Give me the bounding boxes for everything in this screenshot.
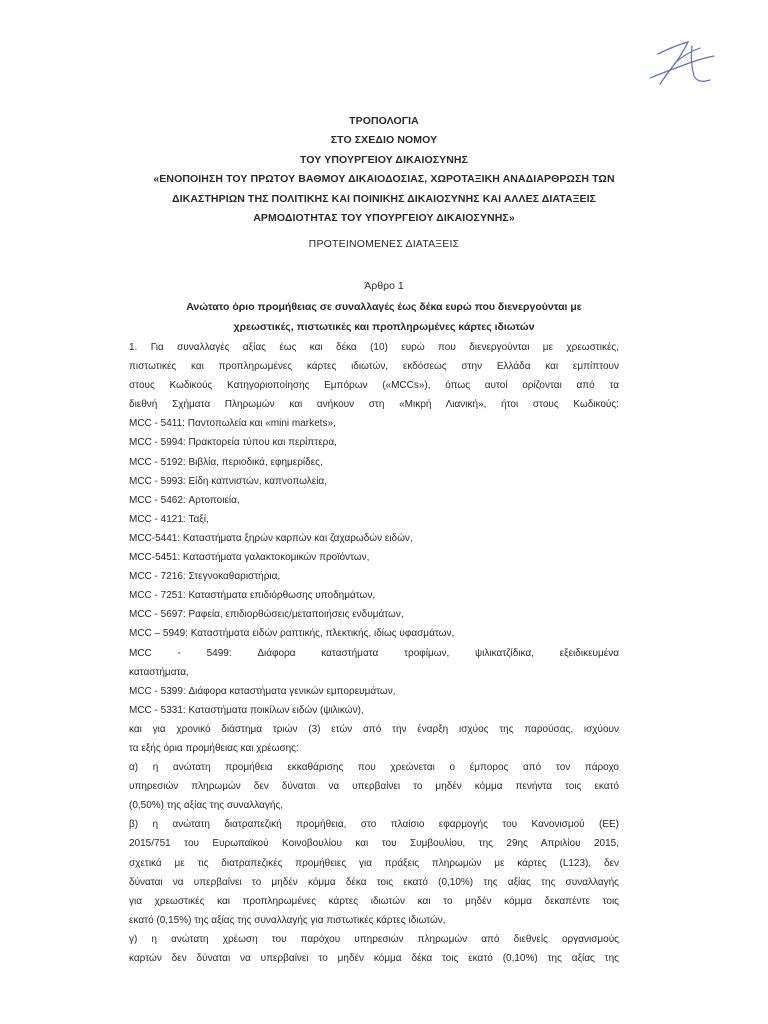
body-line: MCC - 5993: Είδη καπνιστών, καπνοπωλεία, — [129, 475, 327, 487]
body-line: MCC-5451: Καταστήματα γαλακτοκομικών προϊόντων, — [129, 552, 370, 564]
body-line: MCC - 5697: Ραφεία, επιδιορθώσεις/μεταποιήσεις ενδυμάτων, — [129, 609, 404, 621]
body-line: MCC - 5192: Βιβλία, περιοδικά, εφημερίδες, — [129, 456, 323, 468]
article-number: Άρθρο 1 — [364, 280, 404, 292]
body-line: MCC - 5411: Παντοπωλεία και «mini markets», — [129, 418, 336, 430]
title-line-4: «ΕΝΟΠΟΙΗΣΗ ΤΟΥ ΠΡΩΤΟΥ ΒΑΘΜΟΥ ΔΙΚΑΙΟΔΟΣΙΑΣ, ΧΩΡΟΤΑΞΙΚΗ ΑΝΑΔΙΑΡΘΡΩΣΗ ΤΩΝ — [153, 173, 615, 186]
body-line: MCC - 5499: Διάφορα καταστήματα τροφίμων, ψιλικατζίδικα, εξειδικευμένα — [129, 647, 619, 659]
body-line: υπηρεσιών πληρωμών δεν δύναται να υπερβαίνει το μηδέν κόμμα πενήντα τοις εκατό — [129, 781, 619, 793]
body-line: MCC - 5994: Πρακτορεία τύπου και περίπτερα, — [129, 437, 337, 449]
body-line: και για χρονικό διάστημα τριών (3) ετών από την έναρξη ισχύος της παρούσας, ισχύουν — [129, 723, 619, 735]
body-line: καταστήματα, — [129, 666, 189, 678]
body-line: τα εξής όρια προμήθειας και χρέωσης: — [129, 742, 299, 754]
body-line: MCC – 5949: Καταστήματα ειδών ραπτικής, πλεκτικής, ιδίως υφασμάτων, — [129, 628, 455, 640]
title-line-2: ΣΤΟ ΣΧΕΔΙΟ ΝΟΜΟΥ — [330, 134, 438, 147]
body-line: MCC - 4121: Ταξί, — [129, 513, 209, 525]
article-heading-line-2: χρεωστικές, πιστωτικές και προπληρωμένες κάρτες ιδιωτών — [233, 321, 535, 333]
body-line: MCC - 5399: Διάφορα καταστήματα γενικών εμπορευμάτων, — [129, 685, 396, 697]
body-line: πιστωτικές και προπληρωμένες κάρτες ιδιωτών, εκδόσεως στην Ελλάδα και εμπίπτουν — [129, 361, 619, 373]
body-line: MCC - 5462: Αρτοποιεία, — [129, 494, 240, 506]
body-line: στους Κωδικούς Κατηγοριοποίησης Εμπόρων («MCCs»), όπως αυτοί ορίζονται από τα — [129, 380, 619, 392]
article-heading — [128, 297, 640, 337]
body-line: διεθνή Σχήματα Πληρωμών και ανήκουν στη «Μικρή Λιανική», ήτοι στους Κωδικούς: — [129, 399, 619, 411]
body-line: γ) η ανώτατη χρέωση του παρόχου υπηρεσιών πληρωμών από διεθνείς οργανισμούς — [129, 933, 619, 945]
handwritten-signature — [640, 36, 720, 92]
article-body — [129, 338, 619, 968]
body-line: εκατό (0,15%) της αξίας της συναλλαγής για πιστωτικές κάρτες ιδιωτών, — [129, 914, 446, 926]
title-line-1: ΤΡΟΠΟΛΟΓΙΑ — [349, 115, 419, 127]
article-heading-line-1: Ανώτατο όριο προμήθειας σε συναλλαγές έως δέκα ευρώ που διενεργούνται με — [186, 301, 582, 313]
body-line: MCC - 7251: Καταστήματα επιδιόρθωσης υποδημάτων, — [129, 590, 376, 602]
body-line: (0,50%) της αξίας της συναλλαγής, — [129, 800, 284, 812]
body-line: καρτών δεν δύναται να υπερβαίνει το μηδέν κόμμα δέκα τοις εκατό (0,10%) της αξίας της — [129, 953, 619, 964]
section-heading: ΠΡΟΤΕΙΝΟΜΕΝΕΣ ΔΙΑΤΑΞΕΙΣ — [308, 238, 460, 250]
title-line-6: ΑΡΜΟΔΙΟΤΗΤΑΣ ΤΟΥ ΥΠΟΥΡΓΕΙΟΥ ΔΙΚΑΙΟΣΥΝΗΣ» — [253, 212, 515, 225]
body-line: για χρεωστικές και προπληρωμένες κάρτες ιδιωτών και το μηδέν κόμμα δεκαπέντε τοις — [129, 895, 619, 907]
body-line: 1. Για συναλλαγές αξίας έως και δέκα (10) ευρώ που διενεργούνται με χρεωστικές, — [129, 342, 619, 353]
document-title — [120, 112, 648, 228]
body-line: σχετικά με τις διατραπεζικές προμήθειες για πράξεις πληρωμών με κάρτες (L123), δεν — [129, 857, 619, 869]
title-line-5: ΔΙΚΑΣΤΗΡΙΩΝ ΤΗΣ ΠΟΛΙΤΙΚΗΣ ΚΑΙ ΠΟΙΝΙΚΗΣ ΔΙΚΑΙΟΣΥΝΗΣ ΚΑΙ ΑΛΛΕΣ ΔΙΑΤΑΞΕΙΣ — [171, 192, 597, 205]
body-line: MCC-5441: Καταστήματα ξηρών καρπών και ζαχαρωδών ειδών, — [129, 532, 413, 544]
body-line: 2015/751 του Ευρωπαϊκού Κοινοβουλίου και του Συμβουλίου, της 29ης Απριλίου 2015, — [129, 838, 619, 850]
body-line: δύναται να υπερβαίνει το μηδέν κόμμα δέκα τοις εκατό (0,10%) της αξίας της συναλλαγής — [129, 876, 619, 888]
body-line: α) η ανώτατη προμήθεια εκκαθάρισης που χρεώνεται ο έμπορος από τον πάροχο — [129, 762, 619, 774]
body-line: MCC - 5331: Καταστήματα ποικίλων ειδών (ψιλικών), — [129, 704, 364, 716]
title-line-3: ΤΟΥ ΥΠΟΥΡΓΕΙΟΥ ΔΙΚΑΙΟΣΥΝΗΣ — [299, 153, 469, 166]
body-line: β) η ανώτατη διατραπεζική προμήθεια, στο πλαίσιο εφαρμογής του Κανονισμού (ΕΕ) — [129, 819, 619, 831]
body-line: MCC - 7216: Στεγνοκαθαριστήρια, — [129, 571, 281, 583]
